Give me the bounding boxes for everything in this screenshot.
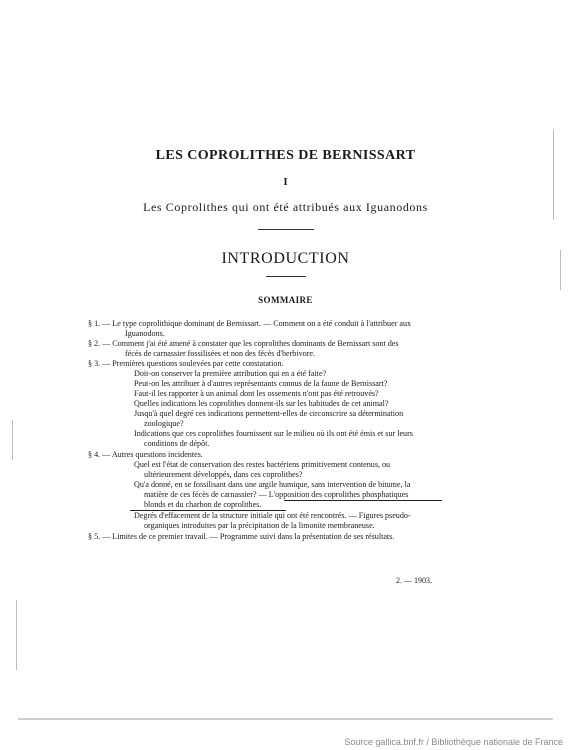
divider [266,276,306,277]
summary-line: Doit-on conserver la première attribution qui en a été faite? [134,369,327,378]
scan-bottom-edge [18,718,553,720]
summary-line: § 5. — Limites de ce premier travail. — Programme suivi dans la présentation de ses résultats. [88,532,395,541]
summary-line: Faut-il les rapporter à un animal dont les ossements n'ont pas été retrouvés? [134,389,379,398]
summary-line: Peut-on les attribuer à d'autres représentants connus de la faune de Bernissart? [134,379,388,388]
section-number: I [283,176,288,188]
summary-line: Degrés d'effacement de la structure initiale qui ont été rencontrés. — Figures pseudo- [134,511,411,520]
summary-line: Qu'a donné, en se fossilisant dans une argile humique, sans intervention de bitume, la [134,480,411,489]
divider [258,229,314,230]
summary-line: Quel est l'état de conservation des restes bactériens primitivement contenus, ou [134,460,391,469]
summary-line: § 2. — Comment j'ai été amené à constater que les coprolithes dominants de Bernissart sont des [88,339,399,348]
summary-line: Jusqu'à quel degré ces indications permettent-elles de circonscrire sa détermination [134,409,404,418]
source-attribution: Source gallica.bnf.fr / Bibliothèque nationale de France [344,737,563,747]
summary-line: § 4. — Autres questions incidentes. [88,450,203,459]
page-title: LES COPROLITHES DE BERNISSART [155,148,416,163]
summary-line: ultérieurement développés, dans ces coprolithes? [144,470,303,479]
summary-line: matière de ces fécès de carnassier? — L'opposition des coprolithes phosphatiques [144,490,409,499]
pen-underline [284,500,442,501]
scan-margin-mark [16,600,17,670]
summary-line: blonds et du charbon de coprolithes. [144,500,262,509]
summary-line: Iguanodons. [125,329,165,338]
introduction-heading: INTRODUCTION [221,250,350,267]
summary-line: conditions de dépôt. [144,439,210,448]
section-subtitle: Les Coprolithes qui ont été attribués aux Iguanodons [143,200,428,214]
summary-line: § 1. — Le type coprolithique dominant de Bernissart. — Comment on a été conduit à l'attribuer aux [88,319,412,328]
summary-line: § 3. — Premières questions soulevées par cette constatation. [88,359,284,368]
summary-line: Indications que ces coprolithes fournissent sur le milieu où ils ont été émis et sur leurs [134,429,413,438]
print-signature: 2. — 1903. [396,576,432,585]
summary-heading: SOMMAIRE [258,295,313,305]
summary-line: fécès de carnassier fossilisées et non des fécès d'herbivore. [125,349,316,358]
summary-line: Quelles indications les coprolithes donnent-ils sur les habitudes de cet animal? [134,399,389,408]
scan-margin-mark [12,420,13,460]
summary-line: zoologique? [144,419,184,428]
summary-line: organiques introduites par la précipitation de la limonite membraneuse. [144,521,375,530]
